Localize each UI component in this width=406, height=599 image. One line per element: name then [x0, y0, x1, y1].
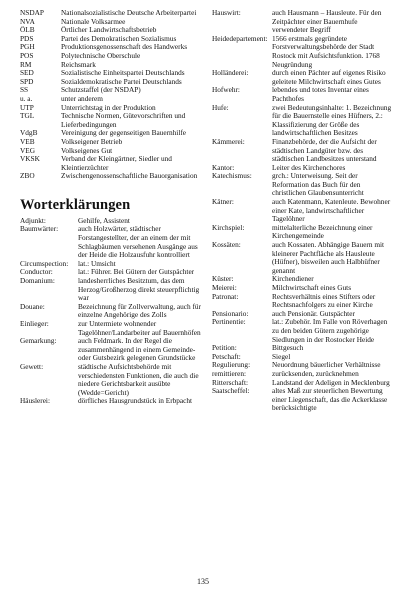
glossary-entry-definition: lat.: Umsicht	[78, 258, 116, 268]
glossary-entry-term: Hufe:	[212, 102, 229, 112]
abbreviation-row-term: RM	[20, 59, 32, 69]
abbreviation-row-term: VdgB	[20, 128, 38, 138]
abbreviation-row-term: VKSK	[20, 154, 40, 164]
section-title: Worterklärungen	[20, 196, 131, 213]
glossary-entry-term: remittieren:	[212, 368, 247, 378]
abbreviation-row-definition: Örtlicher Landwirtschaftsbetrieb	[61, 25, 157, 35]
glossary-entry-term: Heidedepartement:	[212, 33, 268, 43]
abbreviation-row	[20, 86, 202, 95]
abbreviation-row-term: ZBO	[20, 171, 35, 181]
glossary-entry-term: Kossäten:	[212, 240, 241, 250]
abbreviation-row-term: PDS	[20, 33, 34, 43]
abbreviation-row	[20, 52, 202, 61]
glossary-entry	[212, 241, 392, 275]
glossary-entry-definition: altes Maß zur steuerlichen Bewertung einer Liegenschaft, das die Ackerklasse berücksichtigte	[272, 386, 388, 413]
glossary-entry	[212, 138, 392, 164]
glossary-entry-definition: auch Katenmann, Katenleute. Bewohner einer Kate, landwirtschaftlicher Tagelöhner	[272, 197, 391, 224]
abbreviation-row-definition: Reichsmark	[61, 59, 96, 69]
glossary-entry-definition: zwei Bedeutungsinhalte: 1. Bezeichnung für die Bauernstelle eines Hüfners, 2.: Klassifizierung der Größe des landwirtschaftlichen Besitzes	[272, 102, 392, 138]
glossary-entry-term: Kämmerei:	[212, 136, 245, 146]
glossary-entry-term: Baumwärter:	[20, 224, 59, 234]
glossary-entry	[212, 9, 392, 35]
abbreviation-row-term: SPD	[20, 76, 34, 86]
glossary-entry-term: Gewett:	[20, 361, 44, 371]
glossary-entry-definition: auch Hausmann – Hausleute. Für den Zeitpächter einer Bauernhufe verwendeter Begriff	[272, 8, 382, 35]
abbreviation-row-definition: Unterrichtstag in der Produktion	[61, 102, 156, 112]
glossary-entry-term: Regulierung:	[212, 360, 251, 370]
abbreviation-row-term: u. a.	[20, 93, 33, 103]
glossary-entry-definition: Siegel	[272, 351, 291, 361]
glossary-entry-definition: städtische Aufsichtsbehörde mit verschiedensten Funktionen, die auch die niedere Gerichtsbarkeit ausübte (Wedde=Gericht)	[78, 361, 199, 397]
glossary-entry-definition: grch.: Unterweisung. Seit der Reformation das Buch für den christlichen Glaubensunterricht	[272, 171, 364, 198]
glossary-entry	[212, 69, 392, 86]
glossary-entry-term: Meierei:	[212, 283, 237, 292]
glossary-entry	[212, 104, 392, 138]
abbreviation-row-term: ÖLB	[20, 25, 35, 35]
abbreviation-row-definition: Nationale Volksarmee	[61, 16, 126, 26]
glossary-entry-term: Circumspection:	[20, 258, 69, 268]
abbreviation-row-definition: unter anderem	[61, 93, 103, 103]
glossary-entry	[212, 198, 392, 224]
glossary-entry	[212, 86, 392, 103]
abbreviation-row-term: UTP	[20, 102, 34, 112]
glossary-entry-definition: auch Kossaten. Abhängige Bauern mit kleinerer Pachtfläche als Hausleute (Hüfner), bisweilen auch Halbhüfner genannt	[272, 240, 385, 275]
glossary-entry-definition: zur Untermiete wohnender Tagelöhner/Landarbeiter auf Bauernhöfen	[78, 319, 201, 337]
abbreviation-row-definition: Sozialdemokratische Partei Deutschlands	[61, 76, 182, 86]
glossary-entry-term: Kantor:	[212, 162, 235, 172]
glossary-entry	[212, 387, 392, 413]
glossary-entry-term: Pertinentie:	[212, 317, 246, 327]
glossary-entry-term: Kirchspiel:	[212, 222, 245, 232]
glossary-entry-definition: Bittgesuch	[272, 343, 304, 353]
glossary-entry-term: Domanium:	[20, 276, 55, 286]
abbreviation-row-definition: Partei des Demokratischen Sozialismus	[61, 33, 177, 43]
abbreviation-row-definition: Schutzstaffel (der NSDAP)	[61, 85, 141, 95]
abbreviation-row-term: NSDAP	[20, 8, 44, 17]
glossary-entry-definition: lat.: Führer. Bei Gütern der Gutspächter	[78, 267, 195, 277]
glossary-entry	[20, 303, 202, 320]
glossary-entry-definition: 1566 erstmals gegründete Forstverwaltungsbehörde der Stadt Rostock mit Aufsichtsfunktion. 1768 Neugründung	[272, 33, 380, 69]
abbreviation-row-definition: Technische Normen, Gütevorschriften und Lieferbedingungen	[61, 111, 186, 129]
abbreviation-row-term: NVA	[20, 16, 35, 26]
glossary-entry	[20, 363, 202, 397]
abbreviation-row-definition: Sozialistische Einheitspartei Deutschlands	[61, 68, 185, 78]
abbreviation-row	[20, 172, 202, 181]
glossary-entry-definition: dörfliches Hausgrundstück in Erbpacht	[78, 396, 193, 406]
abbreviation-row-definition: Nationalsozialistische Deutsche Arbeiterpartei	[61, 8, 197, 17]
glossary-entry	[212, 172, 392, 198]
glossary-entry	[212, 293, 392, 310]
glossary-entry-definition: mittelalterliche Bezeichnung einer Kirchengemeinde	[272, 222, 373, 241]
glossary-entry-term: Katechismus:	[212, 171, 252, 181]
abbreviation-row-term: SS	[20, 85, 29, 95]
glossary-entry-definition: Kirchendiener	[272, 274, 314, 284]
glossary-entry-term: Hauswirt:	[212, 8, 241, 17]
glossary-entry	[20, 277, 202, 303]
abbreviation-row-term: TGL	[20, 111, 35, 121]
abbreviation-row-definition: Volkseigener Betrieb	[61, 136, 123, 146]
glossary-entry	[20, 225, 202, 259]
glossary-entry-definition: zurücksenden, zurücknehmen	[272, 368, 359, 378]
abbreviation-row-term: VEB	[20, 136, 35, 146]
glossary-entry-definition: lat.: Zubehör. Im Falle von Röverhagen zu den beiden Gütern zugehörige Siedlungen in der Rostocker Heide	[272, 317, 388, 344]
glossary-entry	[212, 318, 392, 344]
glossary-entry-definition: Bezeichnung für Zollverwaltung, auch für einzelne Angehörige des Zolls	[78, 301, 201, 320]
right-column	[212, 9, 392, 413]
abbreviation-row	[20, 112, 202, 129]
glossary-entry-term: Saatscheffel:	[212, 386, 250, 396]
left-column	[20, 9, 202, 406]
glossary-list-left	[20, 217, 202, 406]
glossary-list-right	[212, 9, 392, 413]
glossary-entry-definition: durch einen Pächter auf eigenes Risiko geleitete Milchwirtschaft eines Gutes	[272, 68, 386, 86]
abbreviation-list	[20, 9, 202, 181]
glossary-entry-term: Conductor:	[20, 267, 53, 277]
glossary-entry-term: Küster:	[212, 274, 234, 284]
glossary-entry-definition: auch Pensionär. Gutspächter	[272, 308, 355, 318]
glossary-entry-term: Pensionario:	[212, 308, 249, 318]
abbreviation-row-term: POS	[20, 50, 34, 60]
glossary-entry-definition: Rechtsverhältnis eines Stifters oder Rechtsnachfolgers zu einer Kirche	[272, 291, 376, 310]
abbreviation-row-definition: Volkseigenes Gut	[61, 145, 113, 155]
abbreviation-row-definition: Verband der Kleingärtner, Siedler und Kleintierzüchter	[61, 154, 172, 172]
glossary-entry	[20, 337, 202, 363]
glossary-entry	[20, 397, 202, 406]
glossary-entry-term: Häuslerei:	[20, 396, 50, 406]
glossary-entry-term: Douane:	[20, 301, 45, 311]
glossary-entry-definition: Finanzbehörde, der die Aufsicht der städtischen Landgüter bzw. des städtischen Landbesitzes unterstand	[272, 136, 377, 164]
glossary-entry-term: Ritterschaft:	[212, 377, 249, 387]
glossary-entry-definition: Neuordnung bäuerlicher Verhältnisse	[272, 360, 381, 370]
page-number: 135	[197, 577, 209, 586]
glossary-entry-definition: Gehilfe, Assistent	[78, 215, 130, 225]
abbreviation-row-term: PGH	[20, 42, 35, 52]
glossary-entry	[20, 320, 202, 337]
abbreviation-row-definition: Zwischengenossenschaftliche Bauorganisation	[61, 171, 198, 181]
abbreviation-row-term: SED	[20, 68, 34, 78]
glossary-entry-term: Gemarkung:	[20, 336, 57, 346]
abbreviation-row-definition: Polytechnische Oberschule	[61, 50, 141, 60]
glossary-entry	[212, 224, 392, 241]
glossary-entry-term: Kätner:	[212, 197, 234, 207]
abbreviation-row-definition: Produktionsgenossenschaft des Handwerks	[61, 42, 188, 52]
glossary-entry-term: Adjunkt:	[20, 215, 46, 225]
glossary-entry-definition: Landstand der Adeligen in Mecklenburg	[272, 377, 390, 387]
glossary-entry-definition: auch Feldmark. In der Regel die zusammenhängend in einem Gemeinde- oder Gutsbezirk gelegenen Grundstücke	[78, 336, 196, 363]
abbreviation-row	[20, 155, 202, 172]
glossary-entry-term: Petschaft:	[212, 351, 241, 361]
glossary-entry-term: Holländerei:	[212, 68, 249, 78]
glossary-entry-definition: lebendes und totes Inventar eines Pachthofes	[272, 85, 369, 103]
glossary-entry-definition: auch Holzwärter, städtischer Forstangestellter, der an einem der mit Schlagbäumen versehenen Ausgänge aus der Heide die Holzausfuhr kontrolliert	[78, 224, 198, 260]
glossary-entry-definition: Milchwirtschaft eines Guts	[272, 283, 352, 292]
glossary-entry-term: Hofwehr:	[212, 85, 240, 95]
glossary-entry-definition: Leiter des Kirchenchores	[272, 162, 346, 172]
glossary-entry-term: Petition:	[212, 343, 237, 353]
glossary-entry-term: Patronat:	[212, 291, 239, 301]
abbreviation-row-term: VEG	[20, 145, 35, 155]
glossary-entry-term: Einlieger:	[20, 319, 49, 328]
abbreviation-row-definition: Vereinigung der gegenseitigen Bauernhilfe	[61, 128, 187, 138]
glossary-entry	[212, 35, 392, 69]
glossary-entry-definition: landesherrliches Besitztum, das dem Herzog/Großherzog direkt steuerpflichtig war	[78, 276, 200, 303]
